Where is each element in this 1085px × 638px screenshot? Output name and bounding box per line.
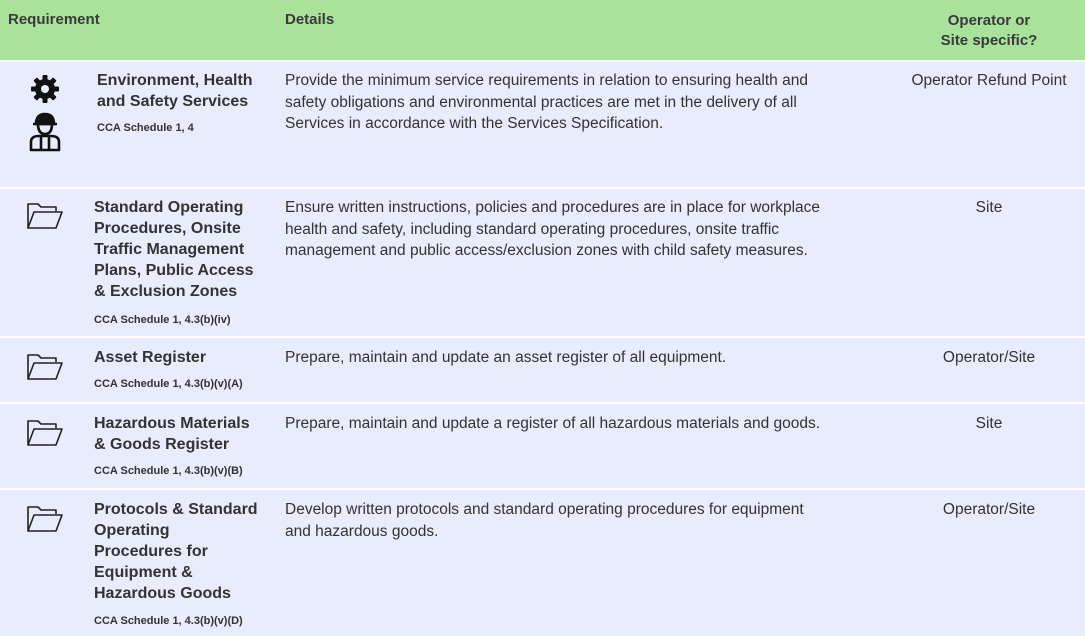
- title-line: Procedures, Onsite: [94, 220, 241, 237]
- folder-icon: [26, 504, 64, 534]
- row-title: [94, 499, 258, 604]
- title-line: Hazardous Goods: [94, 585, 231, 602]
- details-line: Provide the minimum service requirements in relation to ensuring health and: [285, 72, 808, 89]
- row-ref: CCA Schedule 1, 4: [97, 122, 194, 134]
- folder-icon: [26, 418, 64, 448]
- row-ref: CCA Schedule 1, 4.3(b)(v)(D): [94, 615, 243, 627]
- title-line: Operating: [94, 522, 170, 539]
- header-requirement: Requirement: [8, 11, 100, 28]
- row-details: [285, 197, 895, 262]
- details-line: safety obligations and environmental practices are met in the delivery of all: [285, 93, 797, 111]
- row-title: [97, 70, 253, 112]
- details-line: Ensure written instructions, policies and procedures are in place for workplace: [285, 199, 821, 216]
- row-operator: Operator/Site: [942, 349, 1036, 366]
- table-row: [0, 62, 1085, 189]
- row-operator: Site: [975, 199, 1003, 216]
- title-line: & Goods Register: [94, 436, 230, 453]
- table-row: [0, 404, 1085, 490]
- title-line: Plans, Public Access: [94, 262, 254, 279]
- details-line: management and public access/exclusion zones with child safety measures.: [285, 242, 808, 259]
- worker-icon: [27, 110, 63, 152]
- header-details: Details: [285, 11, 335, 28]
- details-line: Prepare, maintain and update a register of all hazardous materials and goods.: [285, 415, 821, 432]
- title-line: Equipment &: [94, 564, 193, 581]
- row-details: [285, 347, 895, 369]
- title-line: Asset Register: [94, 349, 207, 366]
- row-details: [285, 413, 895, 435]
- title-line: Procedures for: [94, 543, 208, 560]
- header-operator-line2: Site specific?: [940, 32, 1038, 49]
- title-line: Hazardous Materials: [94, 415, 250, 432]
- row-title: [94, 413, 250, 455]
- header-operator-site: [900, 11, 1078, 51]
- table-row: [0, 490, 1085, 638]
- row-operator: Site: [975, 415, 1003, 432]
- folder-icon: [26, 201, 64, 231]
- table-row: [0, 338, 1085, 404]
- row-title: [94, 347, 206, 368]
- title-line: Standard Operating: [94, 199, 244, 216]
- row-ref: CCA Schedule 1, 4.3(b)(v)(B): [94, 465, 243, 477]
- gear-icon: [29, 73, 61, 105]
- title-line: and Safety Services: [97, 93, 249, 110]
- details-line: health and safety, including standard operating procedures, onsite traffic: [285, 220, 780, 238]
- row-details: [285, 499, 895, 542]
- folder-icon: [26, 352, 64, 382]
- row-ref: CCA Schedule 1, 4.3(b)(iv): [94, 314, 231, 326]
- title-line: & Exclusion Zones: [94, 283, 238, 300]
- header-operator-line1: Operator or: [947, 12, 1031, 29]
- row-details: [285, 70, 895, 135]
- details-line: Prepare, maintain and update an asset register of all equipment.: [285, 349, 727, 366]
- title-line: Protocols & Standard: [94, 501, 258, 518]
- title-line: Environment, Health: [97, 72, 253, 89]
- title-line: Traffic Management: [94, 241, 245, 258]
- details-line: and hazardous goods.: [285, 522, 439, 540]
- row-operator: Operator/Site: [942, 501, 1036, 518]
- details-line: Services in accordance with the Services Specification.: [285, 115, 664, 132]
- row-operator: Operator Refund Point: [911, 72, 1067, 89]
- table-row: [0, 189, 1085, 338]
- row-ref: CCA Schedule 1, 4.3(b)(v)(A): [94, 378, 243, 390]
- row-title: [94, 197, 253, 302]
- table-header: [0, 0, 1085, 60]
- details-line: Develop written protocols and standard operating procedures for equipment: [285, 501, 804, 518]
